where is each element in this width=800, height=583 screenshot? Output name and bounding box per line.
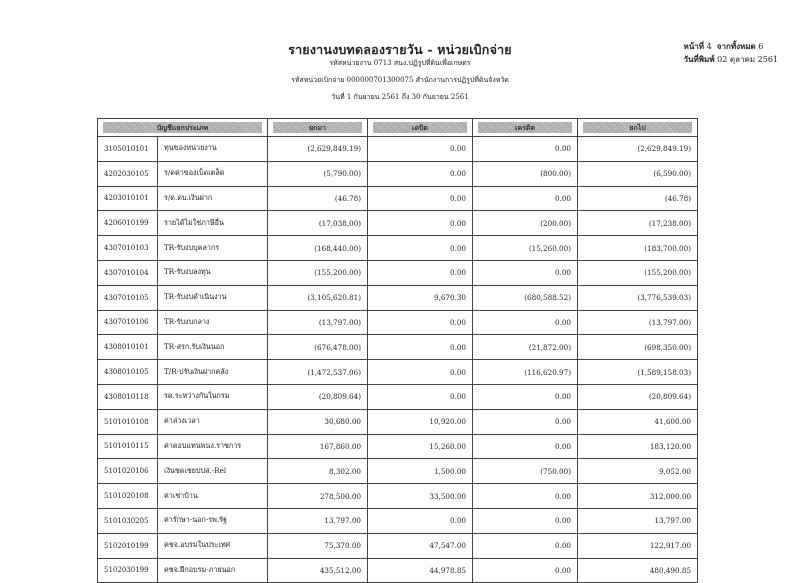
credit-value: 0.00	[473, 533, 578, 558]
carried-forward-value: (183,700.00)	[578, 236, 698, 261]
credit-value: (21,872.00)	[473, 335, 578, 360]
credit-value: (15,260.00)	[473, 236, 578, 261]
debit-value: 44,978.85	[368, 558, 473, 583]
debit-value: 0.00	[368, 335, 473, 360]
carried-forward-value: (46.78)	[578, 186, 698, 211]
account-name: รด.ระหว่างกันในกรม	[158, 384, 268, 409]
period-line: วันที่ 1 กันยายน 2561 ถึง 30 กันยายน 2561	[331, 93, 469, 101]
credit-value: (116,620.97)	[473, 360, 578, 385]
print-date: 02 ตุลาคม 2561	[717, 55, 778, 64]
table-row	[98, 310, 698, 335]
debit-value: 0.00	[368, 161, 473, 186]
table-row	[98, 508, 698, 533]
total-pages: 6	[758, 42, 764, 51]
report-title: รายงานงบทดลองรายวัน - หน่วยเบิกจ่าย	[288, 42, 512, 57]
account-name: TR-รับงบกลาง	[158, 310, 268, 335]
agency-line: รหัสหน่วยงาน 0713 สนง.ปฏิรูปที่ดินเพื่อเกษตร	[329, 59, 471, 67]
credit-value: 0.00	[473, 310, 578, 335]
account-name: T/R-ปรับเงินฝากคลัง	[158, 360, 268, 385]
table-row	[98, 186, 698, 211]
account-code: 4307010105	[98, 285, 158, 310]
account-name: ร/ดค่าของเบ็ดเตล็ด	[158, 161, 268, 186]
account-code: 4206010199	[98, 211, 158, 236]
account-name: TR-รับงบบุคลากร	[158, 236, 268, 261]
carried-forward-value: 183,120.00	[578, 434, 698, 459]
carried-forward-value: 9,052.00	[578, 459, 698, 484]
debit-value: 0.00	[368, 310, 473, 335]
credit-value: 0.00	[473, 384, 578, 409]
brought-forward-value: 8,302.00	[268, 459, 368, 484]
account-name: ค่าเช่าบ้าน	[158, 484, 268, 509]
brought-forward-value: (1,472,537.06)	[268, 360, 368, 385]
account-name: คชจ.อบรมในประเทศ	[158, 533, 268, 558]
account-code: 5102030199	[98, 558, 158, 583]
brought-forward-value: 435,512.00	[268, 558, 368, 583]
table-row	[98, 285, 698, 310]
credit-value: 0.00	[473, 558, 578, 583]
account-name: TR-สรก.รับเงินนอก	[158, 335, 268, 360]
header-debit	[368, 119, 473, 137]
brought-forward-value: (13,797.00)	[268, 310, 368, 335]
table-row	[98, 260, 698, 285]
trial-balance-table	[97, 118, 698, 583]
carried-forward-value: (6,590.00)	[578, 161, 698, 186]
disbursement-unit-line: รหัสหน่วยเบิกจ่าย 000000701300075 สำนักงานการปฏิรูปที่ดินจังหวัด	[291, 76, 509, 84]
credit-value: 0.00	[473, 409, 578, 434]
table-row	[98, 335, 698, 360]
page-label: หน้าที่	[683, 41, 705, 51]
brought-forward-value: (17,038.00)	[268, 211, 368, 236]
table-row	[98, 211, 698, 236]
table-row	[98, 360, 698, 385]
debit-value: 10,920.00	[368, 409, 473, 434]
account-code: 5101020106	[98, 459, 158, 484]
account-code: 4203010101	[98, 186, 158, 211]
header-brought-forward-label: ยกมา	[273, 122, 362, 133]
credit-value: 0.00	[473, 137, 578, 162]
header-credit-label: เครดิต	[478, 122, 572, 133]
account-code: 4307010104	[98, 260, 158, 285]
account-code: 4307010106	[98, 310, 158, 335]
carried-forward-value: 13,797.00	[578, 508, 698, 533]
brought-forward-value: 13,797.00	[268, 508, 368, 533]
header-account	[98, 119, 268, 137]
carried-forward-value: (17,238.00)	[578, 211, 698, 236]
brought-forward-value: 278,500.00	[268, 484, 368, 509]
account-code: 5101020108	[98, 484, 158, 509]
carried-forward-value: 41,600.00	[578, 409, 698, 434]
debit-value: 0.00	[368, 384, 473, 409]
header-carried-forward-label: ยกไป	[583, 122, 692, 133]
account-code: 4202030105	[98, 161, 158, 186]
account-code: 5101010108	[98, 409, 158, 434]
debit-value: 0.00	[368, 360, 473, 385]
table-row	[98, 384, 698, 409]
table-row	[98, 533, 698, 558]
account-code: 3105010101	[98, 137, 158, 162]
credit-value: (750.00)	[473, 459, 578, 484]
account-code: 5102010199	[98, 533, 158, 558]
carried-forward-value: (13,797.00)	[578, 310, 698, 335]
account-name: คชจ.ฝึกอบรม-ภายนอก	[158, 558, 268, 583]
account-code: 4308010101	[98, 335, 158, 360]
debit-value: 1,500.00	[368, 459, 473, 484]
print-date-label: วันที่พิมพ์	[683, 54, 715, 64]
carried-forward-value: (20,809.64)	[578, 384, 698, 409]
carried-forward-value: (155,200.00)	[578, 260, 698, 285]
header-carried-forward	[578, 119, 698, 137]
account-name: TR-รับงบดำเนินงาน	[158, 285, 268, 310]
header-debit-label: เดบิต	[373, 122, 467, 133]
table-row	[98, 236, 698, 261]
credit-value: 0.00	[473, 434, 578, 459]
debit-value: 0.00	[368, 236, 473, 261]
table-row	[98, 161, 698, 186]
page-number: 4	[706, 42, 712, 51]
account-name: TR-รับงบลงทุน	[158, 260, 268, 285]
brought-forward-value: (155,200.00)	[268, 260, 368, 285]
debit-value: 15,260.00	[368, 434, 473, 459]
table-row	[98, 558, 698, 583]
brought-forward-value: (5,790.00)	[268, 161, 368, 186]
account-code: 4308010118	[98, 384, 158, 409]
total-pages-label: จากทั้งหมด	[716, 41, 756, 51]
account-code: 4308010105	[98, 360, 158, 385]
carried-forward-value: (2,629,849.19)	[578, 137, 698, 162]
table-row	[98, 137, 698, 162]
account-code: 5101030205	[98, 508, 158, 533]
print-date-line	[684, 53, 778, 66]
debit-value: 0.00	[368, 508, 473, 533]
brought-forward-value: (46.78)	[268, 186, 368, 211]
brought-forward-value: (3,105,620.81)	[268, 285, 368, 310]
carried-forward-value: 312,000.00	[578, 484, 698, 509]
header-account-label: บัญชีแยกประเภท	[103, 122, 262, 133]
account-name: ค่าล่วงเวลา	[158, 409, 268, 434]
table-row	[98, 484, 698, 509]
brought-forward-value: (168,440.00)	[268, 236, 368, 261]
account-name: ค่าตอบแทนพนง.ราชการ	[158, 434, 268, 459]
credit-value: (800.00)	[473, 161, 578, 186]
brought-forward-value: (676,478.00)	[268, 335, 368, 360]
account-code: 5101010115	[98, 434, 158, 459]
header-credit	[473, 119, 578, 137]
debit-value: 47,547.00	[368, 533, 473, 558]
brought-forward-value: (2,629,849.19)	[268, 137, 368, 162]
debit-value: 33,500.00	[368, 484, 473, 509]
carried-forward-value: 480,490.85	[578, 558, 698, 583]
carried-forward-value: (1,589,158.03)	[578, 360, 698, 385]
credit-value: 0.00	[473, 508, 578, 533]
debit-value: 0.00	[368, 186, 473, 211]
header-brought-forward	[268, 119, 368, 137]
carried-forward-value: (3,776,539.03)	[578, 285, 698, 310]
page-count-line	[684, 40, 778, 53]
account-name: เงินชดเชยปปส.-Rel	[158, 459, 268, 484]
account-name: รายได้ไม่ใช่ภาษีอื่น	[158, 211, 268, 236]
debit-value: 9,670.30	[368, 285, 473, 310]
account-code: 4307010103	[98, 236, 158, 261]
credit-value: 0.00	[473, 186, 578, 211]
credit-value: 0.00	[473, 260, 578, 285]
table-row	[98, 459, 698, 484]
debit-value: 0.00	[368, 211, 473, 236]
credit-value: 0.00	[473, 484, 578, 509]
account-name: ทุนของหน่วยงาน	[158, 137, 268, 162]
brought-forward-value: 30,680.00	[268, 409, 368, 434]
debit-value: 0.00	[368, 137, 473, 162]
carried-forward-value: 122,917.00	[578, 533, 698, 558]
debit-value: 0.00	[368, 260, 473, 285]
page-info	[684, 40, 778, 66]
table-row	[98, 434, 698, 459]
brought-forward-value: (20,809.64)	[268, 384, 368, 409]
account-name: ร/ด.ดบ.เงินฝาก	[158, 186, 268, 211]
account-name: ค่ารักษา-นอก-รพ.รัฐ	[158, 508, 268, 533]
carried-forward-value: (698,350.00)	[578, 335, 698, 360]
credit-value: (200.00)	[473, 211, 578, 236]
brought-forward-value: 75,370.00	[268, 533, 368, 558]
brought-forward-value: 167,860.00	[268, 434, 368, 459]
table-header-row	[98, 119, 698, 137]
table-row	[98, 409, 698, 434]
credit-value: (680,588.52)	[473, 285, 578, 310]
